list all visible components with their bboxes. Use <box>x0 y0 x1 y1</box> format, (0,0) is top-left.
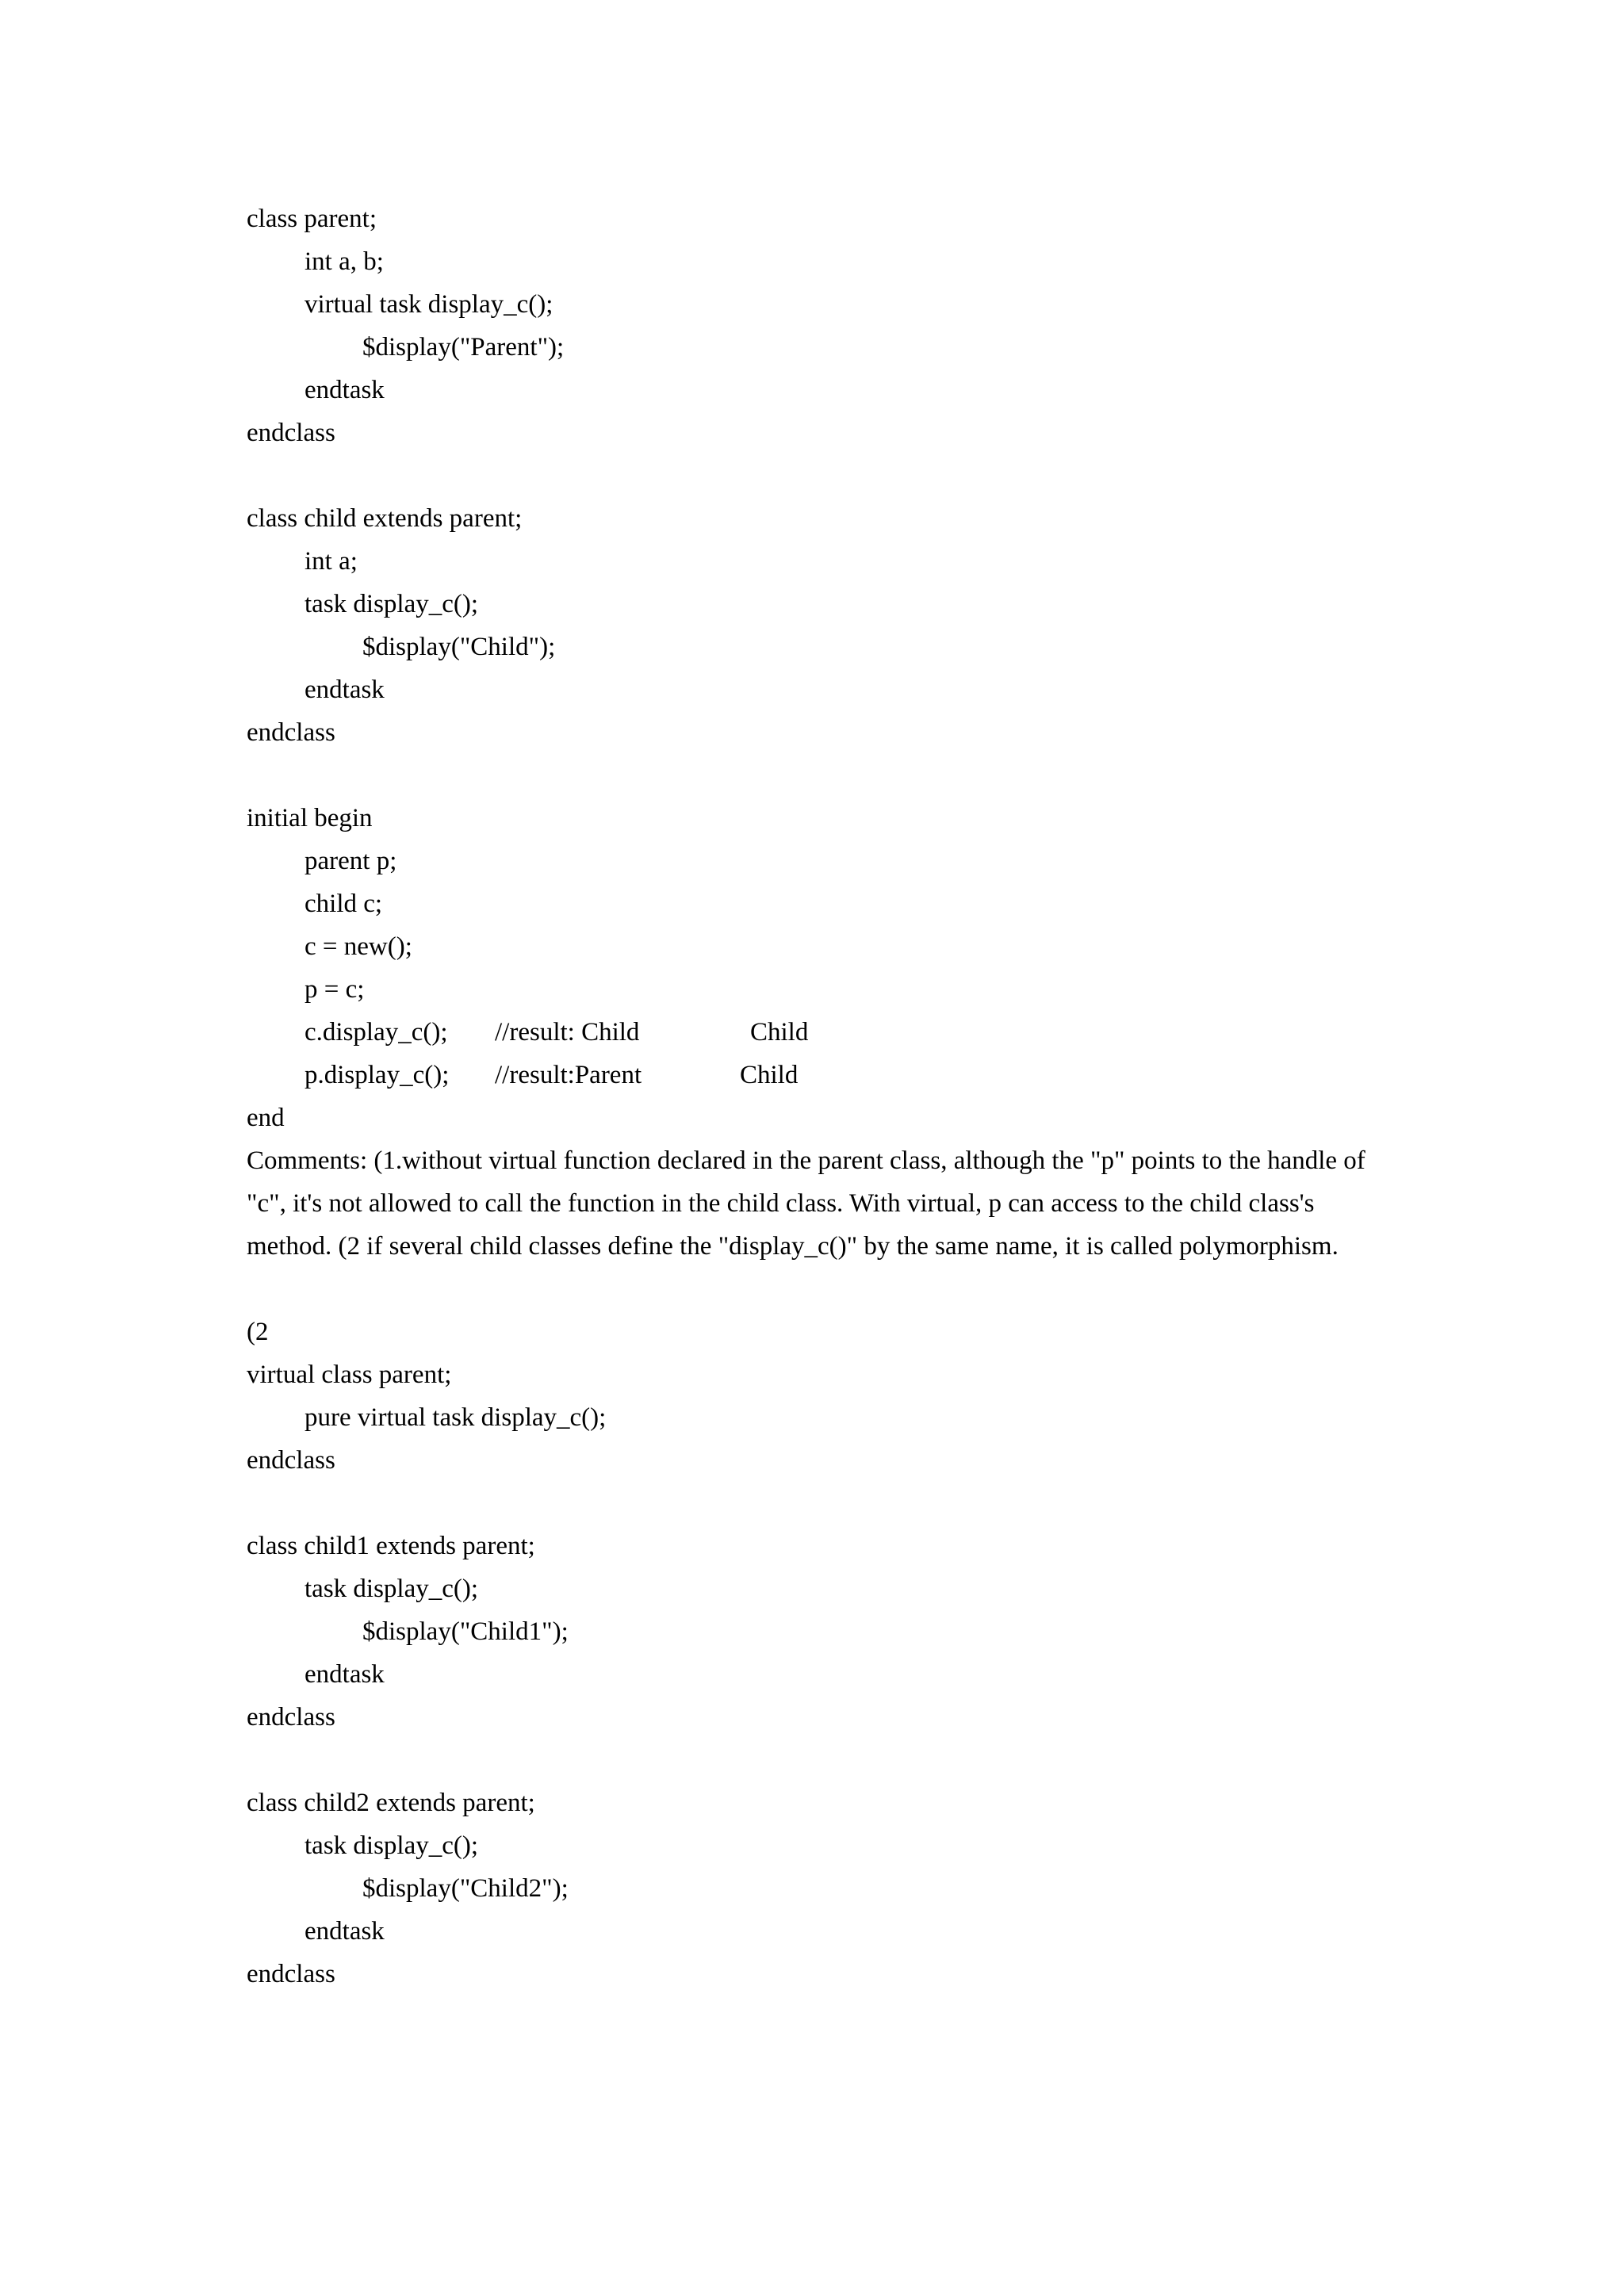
code-line: endclass <box>247 1960 335 1988</box>
code-line: class child extends parent; <box>247 504 523 533</box>
code-line: class parent; <box>247 205 377 233</box>
code-line: task display_c(); <box>304 590 479 618</box>
code-line: task display_c(); <box>304 1831 479 1860</box>
code-line: $display("Child2"); <box>362 1874 569 1903</box>
code-line-with-result <box>247 1011 1373 1054</box>
blank-line <box>247 754 1373 797</box>
code-line: parent p; <box>304 847 397 875</box>
code-result: Child <box>740 1061 799 1089</box>
section-label: (2 <box>247 1318 269 1346</box>
blank-line <box>247 1268 1373 1311</box>
blank-line <box>247 1739 1373 1781</box>
code-line: class child2 extends parent; <box>247 1789 535 1817</box>
code-line: $display("Parent"); <box>362 333 565 362</box>
code-line: endclass <box>247 1703 335 1732</box>
code-line: endtask <box>304 1917 385 1946</box>
code-line: endtask <box>304 376 385 404</box>
code-line: initial begin <box>247 804 373 832</box>
blank-line <box>247 1482 1373 1525</box>
code-line: $display("Child1"); <box>362 1617 569 1646</box>
code-comment: //result:Parent <box>495 1061 642 1089</box>
code-call: c.display_c(); <box>304 1018 448 1047</box>
code-line: class child1 extends parent; <box>247 1532 535 1560</box>
code-line: int a, b; <box>304 247 384 276</box>
code-line: c = new(); <box>304 932 412 961</box>
code-line: task display_c(); <box>304 1575 479 1603</box>
code-line: endtask <box>304 675 385 704</box>
code-line: endclass <box>247 419 335 447</box>
code-line: int a; <box>304 547 358 576</box>
code-call: p.display_c(); <box>304 1061 450 1089</box>
code-line: end <box>247 1104 285 1132</box>
code-line: endclass <box>247 718 335 747</box>
code-line: virtual task display_c(); <box>304 290 553 319</box>
code-line: virtual class parent; <box>247 1360 452 1389</box>
code-line: child c; <box>304 890 383 918</box>
code-comment: //result: Child <box>495 1018 640 1047</box>
code-line-with-result <box>247 1054 1373 1096</box>
code-line: p = c; <box>304 975 365 1004</box>
code-line: endclass <box>247 1446 335 1475</box>
code-line: $display("Child"); <box>362 633 556 661</box>
code-result: Child <box>750 1018 809 1047</box>
code-line: endtask <box>304 1660 385 1689</box>
document-content <box>247 197 1373 1996</box>
blank-line <box>247 454 1373 497</box>
code-line: pure virtual task display_c(); <box>304 1403 607 1432</box>
comments-paragraph: Comments: (1.without virtual function declared in the parent class, although the "p" points to the handle of "c", it's not allowed to call the function in the child class. With virtual, p can access to the child class's method. (2 if several child classes define the "display_c()" by the same name, it is called polymorphism. <box>247 1146 1365 1261</box>
